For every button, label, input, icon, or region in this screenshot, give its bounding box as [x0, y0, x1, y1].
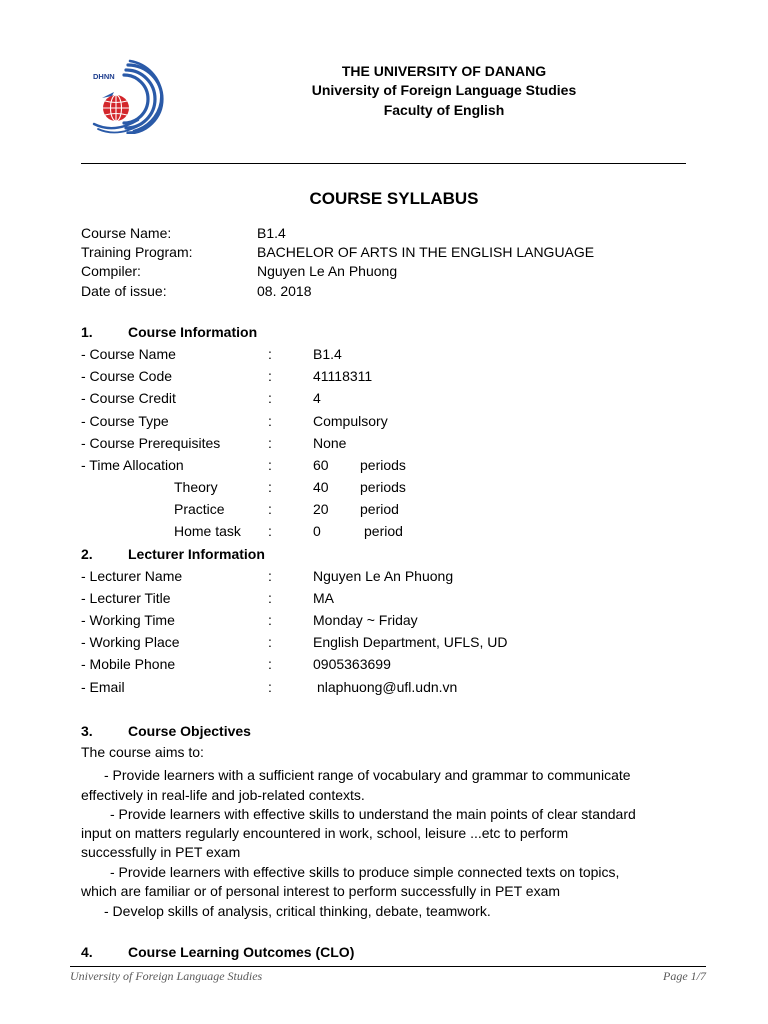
objective-line: - Provide learners with a sufficient range of vocabulary and grammar to communicate: [104, 767, 631, 783]
info-row-label: - Course Name: [81, 346, 176, 362]
lecturer-row-separator: :: [268, 634, 272, 650]
info-row-separator: :: [268, 413, 272, 429]
info-row-separator: :: [268, 457, 272, 473]
school-name: University of Foreign Language Studies: [311, 82, 577, 98]
info-row-value: 0: [313, 523, 321, 539]
info-row-label: Home task: [174, 523, 241, 539]
section-heading: Course Objectives: [128, 723, 251, 739]
objective-line: which are familiar or of personal interest to perform successfully in PET exam: [81, 883, 561, 899]
info-row-label: - Time Allocation: [81, 457, 184, 473]
info-row-label: Practice: [174, 501, 225, 517]
info-row-unit: periods: [360, 479, 406, 495]
lecturer-row-separator: :: [268, 590, 272, 606]
info-row-unit: period: [360, 501, 399, 517]
lecturer-row-label: - Lecturer Name: [81, 568, 183, 584]
objective-line: effectively in real-life and job-related contexts.: [81, 787, 365, 803]
section-number: 2.: [81, 546, 93, 562]
lecturer-row-label: - Email: [81, 679, 125, 695]
lecturer-row-value: Nguyen Le An Phuong: [313, 568, 454, 584]
info-row-label: - Course Credit: [81, 390, 176, 406]
lecturer-row-value: 0905363699: [313, 656, 391, 672]
lecturer-row-separator: :: [268, 568, 272, 584]
logo-lettering: DHNN: [93, 72, 115, 81]
info-row-unit: periods: [360, 457, 406, 473]
section-heading: Lecturer Information: [128, 546, 265, 562]
meta-label: Date of issue:: [81, 283, 167, 299]
lecturer-row-label: - Mobile Phone: [81, 656, 176, 672]
info-row-value: 4: [313, 390, 321, 406]
info-row-value: 41118311: [313, 368, 373, 384]
meta-value: Nguyen Le An Phuong: [257, 263, 398, 279]
info-row-value: 20: [313, 501, 329, 517]
info-row-label: - Course Type: [81, 413, 169, 429]
info-row-separator: :: [268, 435, 272, 451]
objective-line: - Provide learners with effective skills to produce simple connected texts on topics,: [110, 864, 620, 880]
info-row-value: None: [313, 435, 347, 451]
objective-line: - Provide learners with effective skills to understand the main points of clear standard: [110, 806, 636, 822]
footer-divider: [70, 966, 706, 967]
footer-institution: University of Foreign Language Studies: [70, 969, 263, 983]
lecturer-row-value: MA: [313, 590, 334, 606]
info-row-unit: period: [364, 523, 403, 539]
info-row-separator: :: [268, 390, 272, 406]
info-row-label: Theory: [174, 479, 218, 495]
info-row-separator: :: [268, 346, 272, 362]
lecturer-row-label: - Working Place: [81, 634, 180, 650]
faculty-name: Faculty of English: [383, 102, 505, 118]
info-row-separator: :: [268, 501, 272, 517]
info-row-separator: :: [268, 523, 272, 539]
lecturer-row-separator: :: [268, 612, 272, 628]
page-title: COURSE SYLLABUS: [309, 189, 479, 208]
lecturer-row-value: Monday ~ Friday: [313, 612, 418, 628]
page-number: Page 1/7: [663, 969, 706, 983]
info-row-value: B1.4: [313, 346, 342, 362]
info-row-label: - Course Code: [81, 368, 173, 384]
meta-value: B1.4: [257, 225, 286, 241]
objective-line: input on matters regularly encountered in work, school, leisure ...etc to perform: [81, 825, 569, 841]
header-divider: [81, 163, 686, 164]
section-number: 3.: [81, 723, 93, 739]
meta-label: Course Name:: [81, 225, 172, 241]
objectives-intro: The course aims to:: [81, 744, 204, 760]
meta-label: Compiler:: [81, 263, 141, 279]
university-name: THE UNIVERSITY OF DANANG: [341, 63, 547, 79]
email-value: nlaphuong@ufl.udn.vn: [317, 679, 458, 695]
info-row-label: - Course Prerequisites: [81, 435, 221, 451]
university-logo: [84, 58, 164, 134]
meta-label: Training Program:: [81, 244, 193, 260]
lecturer-row-label: - Working Time: [81, 612, 175, 628]
info-row-separator: :: [268, 368, 272, 384]
lecturer-row-value: English Department, UFLS, UD: [313, 634, 508, 650]
section-heading: Course Learning Outcomes (CLO): [128, 944, 355, 960]
lecturer-row-separator: :: [268, 656, 272, 672]
info-row-value: 40: [313, 479, 329, 495]
info-row-separator: :: [268, 479, 272, 495]
objective-line: successfully in PET exam: [81, 844, 241, 860]
info-row-value: Compulsory: [313, 413, 388, 429]
lecturer-row-label: - Lecturer Title: [81, 590, 171, 606]
objective-line: - Develop skills of analysis, critical thinking, debate, teamwork.: [104, 903, 491, 919]
lecturer-row-separator: :: [268, 679, 272, 695]
section-heading: Course Information: [128, 324, 258, 340]
meta-value: BACHELOR OF ARTS IN THE ENGLISH LANGUAGE: [257, 244, 595, 260]
meta-value: 08. 2018: [257, 283, 312, 299]
section-number: 4.: [81, 944, 93, 960]
section-number: 1.: [81, 324, 93, 340]
info-row-value: 60: [313, 457, 329, 473]
